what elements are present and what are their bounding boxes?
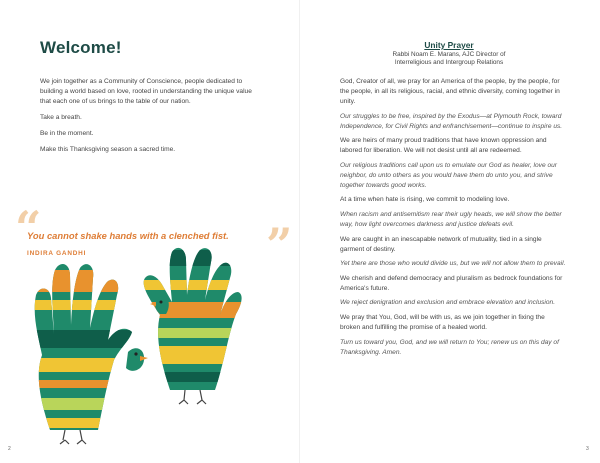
prayer-paragraph: When racism and antisemitism rear their ugly heads, we will show the better way, how light overcomes darkness and justice defeats evil. [340, 210, 562, 228]
prayer-paragraph: At a time when hate is rising, we commit to modeling love. [340, 196, 510, 204]
prayer-paragraph: God, Creator of all, we pray for an America of the people, by the people, for the people, in all its religious, racial, and ethnic diversity, coming together in unity. [340, 78, 560, 105]
open-quote-mark: “ [15, 201, 42, 255]
prayer-paragraph: We are heirs of many proud traditions that have known oppression and labored for liberation. We will not desist until all are redeemed. [340, 137, 547, 155]
right-page [300, 0, 600, 463]
prayer-paragraph: We are caught in an inescapable network of mutuality, tied in a single garment of destiny. [340, 235, 542, 253]
prayer-paragraph: Our struggles to be free, inspired by the Exodus—at Plymouth Rock, toward Independence, for Civil Rights and enfranchisement—continue to inspire us. [340, 112, 563, 130]
pull-quote: You cannot shake hands with a clenched fist. [27, 230, 229, 241]
prayer-title: Unity Prayer [424, 40, 474, 50]
intro-paragraph: Make this Thanksgiving season a sacred time. [40, 145, 176, 153]
page-number-right: 3 [586, 446, 589, 452]
intro-text [40, 77, 262, 160]
byline-line: Rabbi Noam E. Marans, AJC Director of [392, 51, 506, 58]
prayer-paragraph: Turn us toward you, God, and we will return to You; renew us on this day of Thanksgiving. Amen. [340, 338, 559, 356]
prayer-paragraph: We cherish and defend democracy and pluralism as bedrock foundations for America's future. [340, 274, 563, 292]
quote-author: INDIRA GANDHI [27, 250, 87, 257]
prayer-paragraph: We pray that You, God, will be with us, as we join together in fixing the broken and fulfilling the promise of a healed world. [340, 313, 545, 331]
intro-paragraph: We join together as a Community of Conscience, people dedicated to building a world based on love, rooted in understanding the unique value that each one of us brings to the table of our nation. [40, 78, 252, 106]
prayer-text [340, 77, 566, 362]
prayer-byline [340, 51, 558, 67]
prayer-paragraph: Our religious traditions call upon us to emulate our God as healer, love our neighbor, do unto others as you would have them do unto you, and strive together towards good works. [340, 161, 557, 189]
intro-paragraph: Take a breath. [40, 114, 82, 122]
byline-line: Interreligious and Intergroup Relations [394, 59, 504, 66]
handprint-turkeys-illustration [20, 240, 260, 450]
close-quote-mark: ” [266, 218, 293, 272]
intro-paragraph: Be in the moment. [40, 129, 94, 137]
prayer-paragraph: Yet there are those who would divide us, but we will not allow them to prevail. [340, 260, 566, 268]
prayer-paragraph: We reject denigration and exclusion and embrace elevation and inclusion. [340, 299, 556, 307]
page-title: Welcome! [40, 38, 122, 57]
page-number-left: 2 [8, 446, 11, 452]
